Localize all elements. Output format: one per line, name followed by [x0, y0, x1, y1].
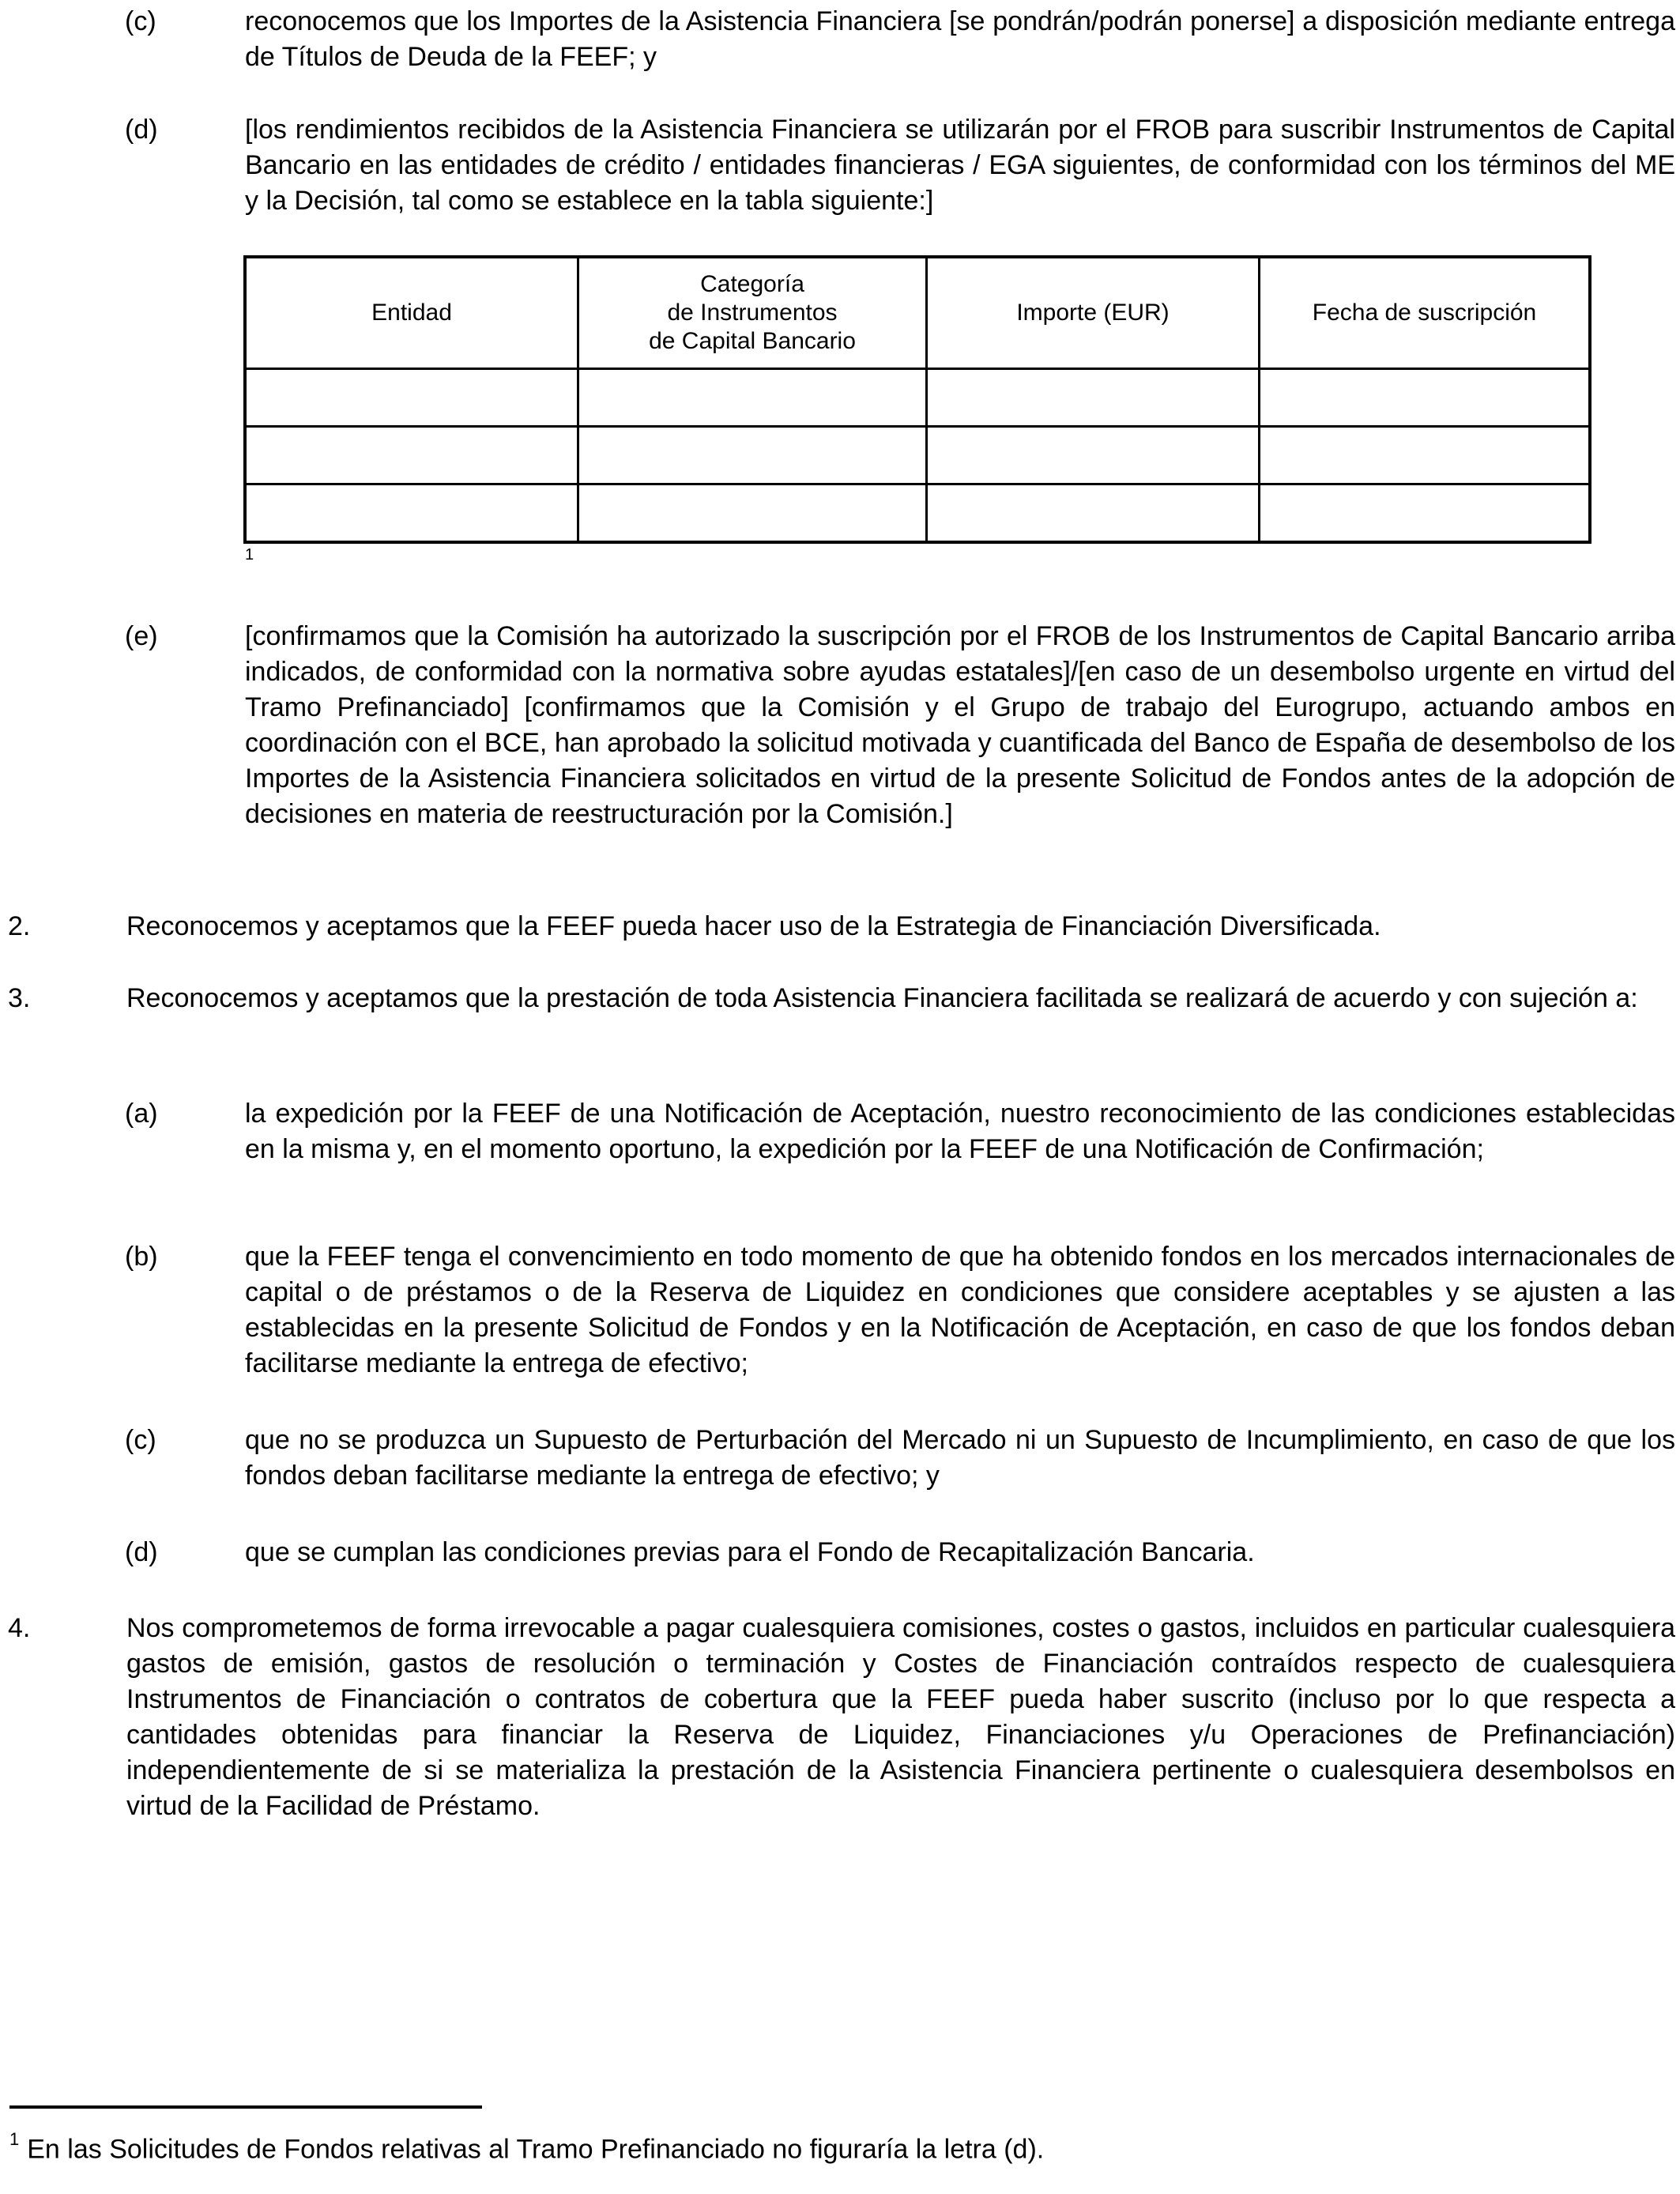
clause-marker: (d): [125, 115, 158, 145]
footnote-text: En las Solicitudes de Fondos relativas al Tramo Prefinanciado no figuraría la letra (d).: [27, 2134, 1045, 2165]
table-row: [245, 484, 1590, 542]
clause-marker: (a): [125, 1099, 158, 1129]
table-cell: [245, 426, 578, 484]
table-cell: [927, 484, 1260, 542]
clause-text: que la FEEF tenga el convencimiento en todo momento de que ha obtenido fondos en los mercados internacionales de capital o de préstamos o de la Reserva de Liquidez en condiciones que considere aceptables y se ajusten a las establecidas en la presente Solicitud de Fondos y en la Notificación de Aceptación, en caso de que los fondos deban facilitarse mediante la entrega de efectivo;: [245, 1242, 1675, 1378]
table-header-row: [245, 257, 1590, 369]
clause-text: [confirmamos que la Comisión ha autorizado la suscripción por el FROB de los Instrumentos de Capital Bancario arriba indicados, de conformidad con la normativa sobre ayudas estatales]/[en caso de un desembolso urgente en virtud del Tramo Prefinanciado] [confirmamos que la Comisión y el Grupo de trabajo del Eurogrupo, actuando ambos en coordinación con el BCE, han aprobado la solicitud motivada y cuantificada del Banco de España de desembolso de los Importes de la Asistencia Financiera solicitados en virtud de la presente Solicitud de Fondos antes de la adopción de decisiones en materia de reestructuración por la Comisión.]: [245, 621, 1675, 829]
table-cell: [578, 426, 927, 484]
footnote: [9, 2124, 1044, 2167]
paragraph-number: 3.: [8, 983, 31, 1013]
table-cell: [578, 369, 927, 427]
table-cell: [1260, 426, 1591, 484]
table-cell: [1260, 484, 1591, 542]
clause-marker: (e): [125, 621, 158, 651]
header-fecha: Fecha de suscripción: [1260, 257, 1591, 369]
paragraph-number: 4.: [8, 1613, 31, 1643]
clause-text: reconocemos que los Importes de la Asistencia Financiera [se pondrán/podrán ponerse] a disposición mediante entrega de Títulos de Deuda de la FEEF; y: [245, 6, 1675, 72]
table-footnote-ref: 1: [245, 546, 254, 564]
clause-marker: (c): [125, 1425, 156, 1455]
table-cell: [927, 369, 1260, 427]
funds-table: [243, 255, 1591, 544]
table-cell: [245, 484, 578, 542]
paragraph-number: 2.: [8, 911, 31, 941]
clause-text: que no se produzca un Supuesto de Perturbación del Mercado ni un Supuesto de Incumplimiento, en caso de que los fondos deban facilitarse mediante la entrega de efectivo; y: [245, 1425, 1675, 1491]
table-cell: [245, 369, 578, 427]
clause-marker: (b): [125, 1242, 158, 1272]
footnote-number: 1: [9, 2129, 20, 2149]
table-row: [245, 426, 1590, 484]
clause-marker: (d): [125, 1537, 158, 1567]
clause-text: [los rendimientos recibidos de la Asistencia Financiera se utilizarán por el FROB para suscribir Instrumentos de Capital Bancario en las entidades de crédito / entidades financieras / EGA siguientes, de conformidad con los términos del ME y la Decisión, tal como se establece en la tabla siguiente:]: [245, 115, 1675, 216]
header-categoria: Categoría de Instrumentos de Capital Bancario: [578, 257, 927, 369]
table-cell: [927, 426, 1260, 484]
paragraph-text: Nos comprometemos de forma irrevocable a pagar cualesquiera comisiones, costes o gastos, incluidos en particular cualesquiera gastos de emisión, gastos de resolución o terminación y Costes de Financiación contraídos respecto de cualesquiera Instrumentos de Financiación o contratos de cobertura que la FEEF pueda haber suscrito (incluso por lo que respecta a cantidades obtenidas para financiar la Reserva de Liquidez, Financiaciones y/u Operaciones de Prefinanciación) independientemente de si se materializa la prestación de la Asistencia Financiera pertinente o cualesquiera desembolsos en virtud de la Facilidad de Préstamo.: [126, 1613, 1675, 1821]
table-cell: [578, 484, 927, 542]
table-row: [245, 369, 1590, 427]
clause-text: que se cumplan las condiciones previas para el Fondo de Recapitalización Bancaria.: [245, 1537, 1255, 1567]
table-cell: [1260, 369, 1591, 427]
header-entidad: Entidad: [245, 257, 578, 369]
paragraph-text: Reconocemos y aceptamos que la FEEF pueda hacer uso de la Estrategia de Financiación Diversificada.: [126, 911, 1381, 941]
clause-marker: (c): [125, 6, 156, 36]
paragraph-text: Reconocemos y aceptamos que la prestación de toda Asistencia Financiera facilitada se realizará de acuerdo y con sujeción a:: [126, 983, 1638, 1013]
header-importe: Importe (EUR): [927, 257, 1260, 369]
footnote-separator: [9, 2105, 482, 2109]
clause-text: la expedición por la FEEF de una Notificación de Aceptación, nuestro reconocimiento de las condiciones establecidas en la misma y, en el momento oportuno, la expedición por la FEEF de una Notificación de Confirmación;: [245, 1099, 1675, 1164]
